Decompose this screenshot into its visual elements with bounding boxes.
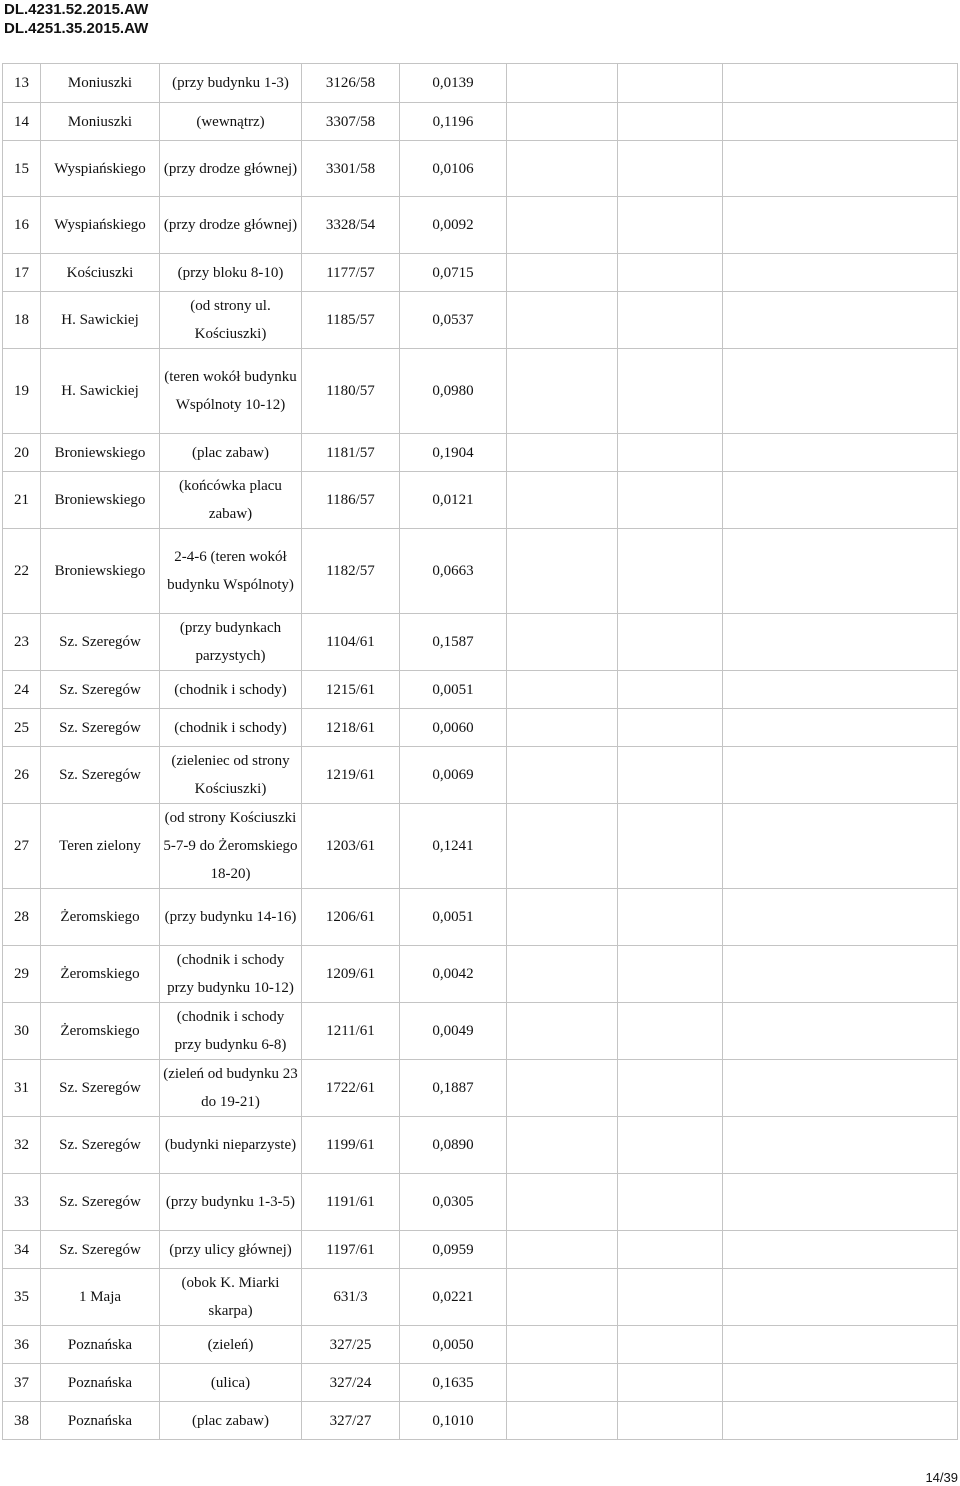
- empty-cell: [507, 889, 618, 946]
- empty-cell: [507, 472, 618, 529]
- table-row: [3, 434, 958, 472]
- table-row: [3, 709, 958, 747]
- street-name: Żeromskiego: [41, 946, 160, 1003]
- parcel-area: 0,1904: [400, 434, 507, 472]
- location-description: (od strony Kościuszki 5-7-9 do Żeromskiego 18-20): [160, 804, 302, 889]
- parcel-area: 0,0042: [400, 946, 507, 1003]
- empty-cell: [507, 141, 618, 197]
- empty-cell: [723, 103, 958, 141]
- empty-cell: [723, 1364, 958, 1402]
- parcel-number: 1191/61: [302, 1174, 400, 1231]
- empty-cell: [723, 671, 958, 709]
- parcel-area: 0,0106: [400, 141, 507, 197]
- location-description: (zieleniec od strony Kościuszki): [160, 747, 302, 804]
- location-description: (przy drodze głównej): [160, 197, 302, 254]
- street-name: Wyspiańskiego: [41, 141, 160, 197]
- street-name: Poznańska: [41, 1402, 160, 1440]
- street-name: Sz. Szeregów: [41, 747, 160, 804]
- empty-cell: [507, 747, 618, 804]
- street-name: Broniewskiego: [41, 529, 160, 614]
- location-description: (przy budynkach parzystych): [160, 614, 302, 671]
- parcel-number: 1209/61: [302, 946, 400, 1003]
- empty-cell: [618, 1402, 723, 1440]
- table-row: [3, 1231, 958, 1269]
- row-number: 35: [3, 1269, 41, 1326]
- row-number: 25: [3, 709, 41, 747]
- parcel-area: 0,0890: [400, 1117, 507, 1174]
- table-row: [3, 529, 958, 614]
- empty-cell: [618, 671, 723, 709]
- empty-cell: [723, 709, 958, 747]
- parcel-area: 0,0959: [400, 1231, 507, 1269]
- empty-cell: [723, 1326, 958, 1364]
- empty-cell: [507, 1326, 618, 1364]
- row-number: 21: [3, 472, 41, 529]
- location-description: (przy budynku 1-3): [160, 64, 302, 103]
- parcel-area: 0,0139: [400, 64, 507, 103]
- street-name: Wyspiańskiego: [41, 197, 160, 254]
- empty-cell: [723, 197, 958, 254]
- table-row: [3, 946, 958, 1003]
- table-row: [3, 889, 958, 946]
- empty-cell: [618, 434, 723, 472]
- parcel-number: 1186/57: [302, 472, 400, 529]
- document-reference: [4, 0, 148, 38]
- street-name: Sz. Szeregów: [41, 671, 160, 709]
- street-name: Moniuszki: [41, 103, 160, 141]
- parcels-table-container: [2, 63, 957, 1437]
- parcel-number: 1199/61: [302, 1117, 400, 1174]
- empty-cell: [618, 1060, 723, 1117]
- table-row: [3, 141, 958, 197]
- empty-cell: [618, 254, 723, 292]
- empty-cell: [723, 1174, 958, 1231]
- location-description: 2-4-6 (teren wokół budynku Wspólnoty): [160, 529, 302, 614]
- parcel-number: 3126/58: [302, 64, 400, 103]
- empty-cell: [723, 889, 958, 946]
- row-number: 17: [3, 254, 41, 292]
- empty-cell: [618, 709, 723, 747]
- reference-number-2: DL.4251.35.2015.AW: [4, 20, 149, 37]
- table-row: [3, 103, 958, 141]
- parcel-area: 0,0060: [400, 709, 507, 747]
- empty-cell: [723, 1231, 958, 1269]
- row-number: 15: [3, 141, 41, 197]
- street-name: Teren zielony: [41, 804, 160, 889]
- street-name: Kościuszki: [41, 254, 160, 292]
- empty-cell: [618, 1117, 723, 1174]
- table-row: [3, 472, 958, 529]
- street-name: Poznańska: [41, 1364, 160, 1402]
- empty-cell: [507, 1003, 618, 1060]
- location-description: (plac zabaw): [160, 434, 302, 472]
- empty-cell: [723, 1269, 958, 1326]
- parcel-area: 0,1587: [400, 614, 507, 671]
- empty-cell: [723, 614, 958, 671]
- empty-cell: [618, 1231, 723, 1269]
- parcel-area: 0,0121: [400, 472, 507, 529]
- empty-cell: [507, 254, 618, 292]
- location-description: (teren wokół budynku Wspólnoty 10-12): [160, 349, 302, 434]
- street-name: H. Sawickiej: [41, 349, 160, 434]
- empty-cell: [723, 1402, 958, 1440]
- parcel-area: 0,0537: [400, 292, 507, 349]
- parcel-area: 0,0049: [400, 1003, 507, 1060]
- row-number: 16: [3, 197, 41, 254]
- parcel-number: 3328/54: [302, 197, 400, 254]
- location-description: (od strony ul. Kościuszki): [160, 292, 302, 349]
- empty-cell: [507, 103, 618, 141]
- street-name: Moniuszki: [41, 64, 160, 103]
- parcel-number: 1219/61: [302, 747, 400, 804]
- row-number: 38: [3, 1402, 41, 1440]
- street-name: Sz. Szeregów: [41, 1174, 160, 1231]
- empty-cell: [507, 529, 618, 614]
- location-description: (przy bloku 8-10): [160, 254, 302, 292]
- parcel-area: 0,1010: [400, 1402, 507, 1440]
- street-name: Sz. Szeregów: [41, 1231, 160, 1269]
- row-number: 26: [3, 747, 41, 804]
- empty-cell: [618, 804, 723, 889]
- empty-cell: [618, 1003, 723, 1060]
- table-row: [3, 1117, 958, 1174]
- street-name: Żeromskiego: [41, 1003, 160, 1060]
- empty-cell: [723, 472, 958, 529]
- empty-cell: [618, 889, 723, 946]
- parcel-number: 3301/58: [302, 141, 400, 197]
- row-number: 30: [3, 1003, 41, 1060]
- empty-cell: [723, 254, 958, 292]
- row-number: 22: [3, 529, 41, 614]
- location-description: (chodnik i schody przy budynku 6-8): [160, 1003, 302, 1060]
- row-number: 28: [3, 889, 41, 946]
- location-description: (końcówka placu zabaw): [160, 472, 302, 529]
- empty-cell: [507, 709, 618, 747]
- row-number: 27: [3, 804, 41, 889]
- table-row: [3, 1174, 958, 1231]
- table-row: [3, 1326, 958, 1364]
- empty-cell: [723, 1003, 958, 1060]
- empty-cell: [618, 946, 723, 1003]
- row-number: 23: [3, 614, 41, 671]
- empty-cell: [723, 141, 958, 197]
- street-name: Broniewskiego: [41, 472, 160, 529]
- table-row: [3, 349, 958, 434]
- parcel-number: 327/25: [302, 1326, 400, 1364]
- empty-cell: [618, 747, 723, 804]
- empty-cell: [507, 946, 618, 1003]
- street-name: 1 Maja: [41, 1269, 160, 1326]
- location-description: (chodnik i schody): [160, 709, 302, 747]
- location-description: (przy budynku 1-3-5): [160, 1174, 302, 1231]
- location-description: (ulica): [160, 1364, 302, 1402]
- empty-cell: [507, 292, 618, 349]
- location-description: (przy ulicy głównej): [160, 1231, 302, 1269]
- location-description: (wewnątrz): [160, 103, 302, 141]
- parcel-number: 1722/61: [302, 1060, 400, 1117]
- table-row: [3, 747, 958, 804]
- parcels-table: [2, 63, 958, 1440]
- location-description: (obok K. Miarki skarpa): [160, 1269, 302, 1326]
- empty-cell: [618, 1174, 723, 1231]
- parcel-number: 1185/57: [302, 292, 400, 349]
- location-description: (przy budynku 14-16): [160, 889, 302, 946]
- table-row: [3, 1402, 958, 1440]
- empty-cell: [507, 1231, 618, 1269]
- empty-cell: [723, 529, 958, 614]
- row-number: 37: [3, 1364, 41, 1402]
- parcel-number: 1177/57: [302, 254, 400, 292]
- parcel-number: 1197/61: [302, 1231, 400, 1269]
- parcel-number: 1211/61: [302, 1003, 400, 1060]
- street-name: Żeromskiego: [41, 889, 160, 946]
- table-row: [3, 804, 958, 889]
- empty-cell: [723, 1117, 958, 1174]
- parcel-number: 1182/57: [302, 529, 400, 614]
- parcel-area: 0,0980: [400, 349, 507, 434]
- street-name: Sz. Szeregów: [41, 709, 160, 747]
- empty-cell: [507, 197, 618, 254]
- parcel-area: 0,1241: [400, 804, 507, 889]
- parcel-number: 1206/61: [302, 889, 400, 946]
- empty-cell: [618, 1269, 723, 1326]
- location-description: (zieleń od budynku 23 do 19-21): [160, 1060, 302, 1117]
- parcel-area: 0,0092: [400, 197, 507, 254]
- parcel-number: 327/24: [302, 1364, 400, 1402]
- street-name: Sz. Szeregów: [41, 614, 160, 671]
- empty-cell: [723, 64, 958, 103]
- empty-cell: [507, 1060, 618, 1117]
- empty-cell: [507, 671, 618, 709]
- parcel-area: 0,0069: [400, 747, 507, 804]
- row-number: 18: [3, 292, 41, 349]
- parcel-area: 0,1635: [400, 1364, 507, 1402]
- empty-cell: [618, 1364, 723, 1402]
- empty-cell: [723, 946, 958, 1003]
- table-row: [3, 254, 958, 292]
- table-row: [3, 1269, 958, 1326]
- parcel-area: 0,1887: [400, 1060, 507, 1117]
- empty-cell: [507, 349, 618, 434]
- table-row: [3, 292, 958, 349]
- table-row: [3, 1364, 958, 1402]
- empty-cell: [723, 434, 958, 472]
- empty-cell: [507, 804, 618, 889]
- row-number: 19: [3, 349, 41, 434]
- location-description: (plac zabaw): [160, 1402, 302, 1440]
- location-description: (budynki nieparzyste): [160, 1117, 302, 1174]
- row-number: 13: [3, 64, 41, 103]
- empty-cell: [507, 614, 618, 671]
- row-number: 29: [3, 946, 41, 1003]
- row-number: 32: [3, 1117, 41, 1174]
- empty-cell: [507, 1364, 618, 1402]
- empty-cell: [507, 1117, 618, 1174]
- empty-cell: [618, 472, 723, 529]
- empty-cell: [618, 141, 723, 197]
- location-description: (chodnik i schody): [160, 671, 302, 709]
- empty-cell: [507, 1402, 618, 1440]
- reference-number-1: DL.4231.52.2015.AW: [4, 1, 149, 18]
- empty-cell: [723, 1060, 958, 1117]
- location-description: (zieleń): [160, 1326, 302, 1364]
- parcel-area: 0,0051: [400, 671, 507, 709]
- table-row: [3, 1003, 958, 1060]
- row-number: 20: [3, 434, 41, 472]
- empty-cell: [618, 103, 723, 141]
- empty-cell: [507, 1269, 618, 1326]
- table-row: [3, 197, 958, 254]
- row-number: 34: [3, 1231, 41, 1269]
- parcel-number: 1203/61: [302, 804, 400, 889]
- parcel-area: 0,0305: [400, 1174, 507, 1231]
- page-number: 14/39: [925, 1470, 958, 1485]
- row-number: 36: [3, 1326, 41, 1364]
- parcel-number: 327/27: [302, 1402, 400, 1440]
- parcel-area: 0,0221: [400, 1269, 507, 1326]
- table-row: [3, 671, 958, 709]
- table-row: [3, 64, 958, 103]
- parcel-area: 0,0051: [400, 889, 507, 946]
- parcel-number: 1181/57: [302, 434, 400, 472]
- empty-cell: [723, 349, 958, 434]
- empty-cell: [507, 64, 618, 103]
- parcel-number: 1218/61: [302, 709, 400, 747]
- row-number: 31: [3, 1060, 41, 1117]
- parcel-area: 0,0050: [400, 1326, 507, 1364]
- empty-cell: [618, 292, 723, 349]
- empty-cell: [618, 529, 723, 614]
- row-number: 24: [3, 671, 41, 709]
- location-description: (chodnik i schody przy budynku 10-12): [160, 946, 302, 1003]
- empty-cell: [723, 804, 958, 889]
- row-number: 14: [3, 103, 41, 141]
- street-name: Sz. Szeregów: [41, 1060, 160, 1117]
- empty-cell: [618, 614, 723, 671]
- parcel-area: 0,1196: [400, 103, 507, 141]
- parcel-number: 1104/61: [302, 614, 400, 671]
- empty-cell: [507, 434, 618, 472]
- street-name: H. Sawickiej: [41, 292, 160, 349]
- street-name: Poznańska: [41, 1326, 160, 1364]
- parcel-number: 1180/57: [302, 349, 400, 434]
- parcel-number: 631/3: [302, 1269, 400, 1326]
- street-name: Sz. Szeregów: [41, 1117, 160, 1174]
- table-row: [3, 614, 958, 671]
- empty-cell: [723, 747, 958, 804]
- parcel-area: 0,0715: [400, 254, 507, 292]
- empty-cell: [618, 197, 723, 254]
- parcel-number: 1215/61: [302, 671, 400, 709]
- empty-cell: [507, 1174, 618, 1231]
- empty-cell: [618, 64, 723, 103]
- empty-cell: [618, 1326, 723, 1364]
- row-number: 33: [3, 1174, 41, 1231]
- empty-cell: [723, 292, 958, 349]
- parcel-number: 3307/58: [302, 103, 400, 141]
- empty-cell: [618, 349, 723, 434]
- table-row: [3, 1060, 958, 1117]
- parcel-area: 0,0663: [400, 529, 507, 614]
- location-description: (przy drodze głównej): [160, 141, 302, 197]
- street-name: Broniewskiego: [41, 434, 160, 472]
